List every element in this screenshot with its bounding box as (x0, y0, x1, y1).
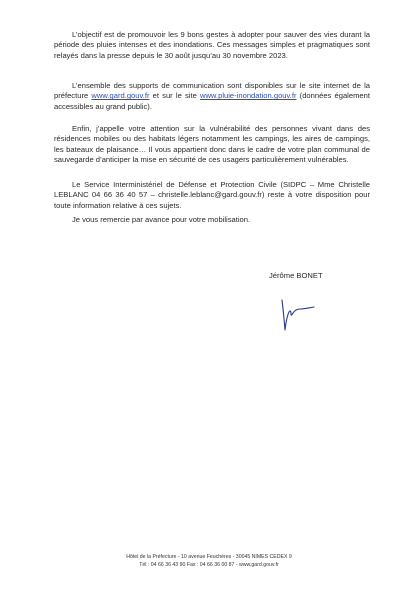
paragraph-text: (données également accessibles au grand public). (54, 91, 370, 111)
paragraph-sidpc-contact: Le Service Interministériel de Défense et Protection Civile (SIDPC – Mme Christelle LEBLANC 04 66 36 40 57 – christelle.leblanc@gard.gouv.fr) reste à votre disposition pour toute information relative à ces sujets. (54, 180, 370, 210)
footer (0, 554, 418, 569)
signatory-name: Jérôme BONET (269, 271, 323, 280)
footer-contact: Tél : 04 66 36 43 90 Fax : 04 66 36 00 87 - www.gard.gouv.fr (139, 561, 279, 568)
handwritten-signature (278, 286, 338, 336)
paragraph-thanks: Je vous remercie par avance pour votre mobilisation. (72, 215, 251, 224)
paragraph-text: L’ensemble des supports de communication sont disponibles sur le site internet de la préfecture (54, 81, 370, 101)
link-gard-gouv[interactable]: www.gard.gouv.fr (91, 91, 150, 101)
paragraph-text: et sur le site (149, 91, 200, 101)
paragraph-communication-supports (54, 81, 370, 112)
paragraph-vulnerability: Enfin, j’appelle votre attention sur la vulnérabilité des personnes vivant dans des résidences mobiles ou des habitats légers notamment les campings, les aires de campings, les bateaux de plaisance… Il vous appartient donc dans le cadre de votre plan communal de sauvegarde d’anticiper la mise en sécurité de ces usagers particulièrement vulnérables. (54, 124, 370, 165)
paragraph-objective: L’objectif est de promouvoir les 9 bons gestes à adopter pour sauver des vies durant la période des pluies intenses et des inondations. Ces messages simples et pragmatiques sont relayés dans la presse depuis le 30 août jusqu’au 30 novembre 2023. (54, 30, 370, 60)
footer-address: Hôtel de la Préfecture - 10 avenue Feuchères - 30045 NIMES CEDEX 9 (126, 554, 292, 560)
link-pluie-inondation[interactable]: www.pluie-inondation.gouv.fr (199, 91, 297, 101)
